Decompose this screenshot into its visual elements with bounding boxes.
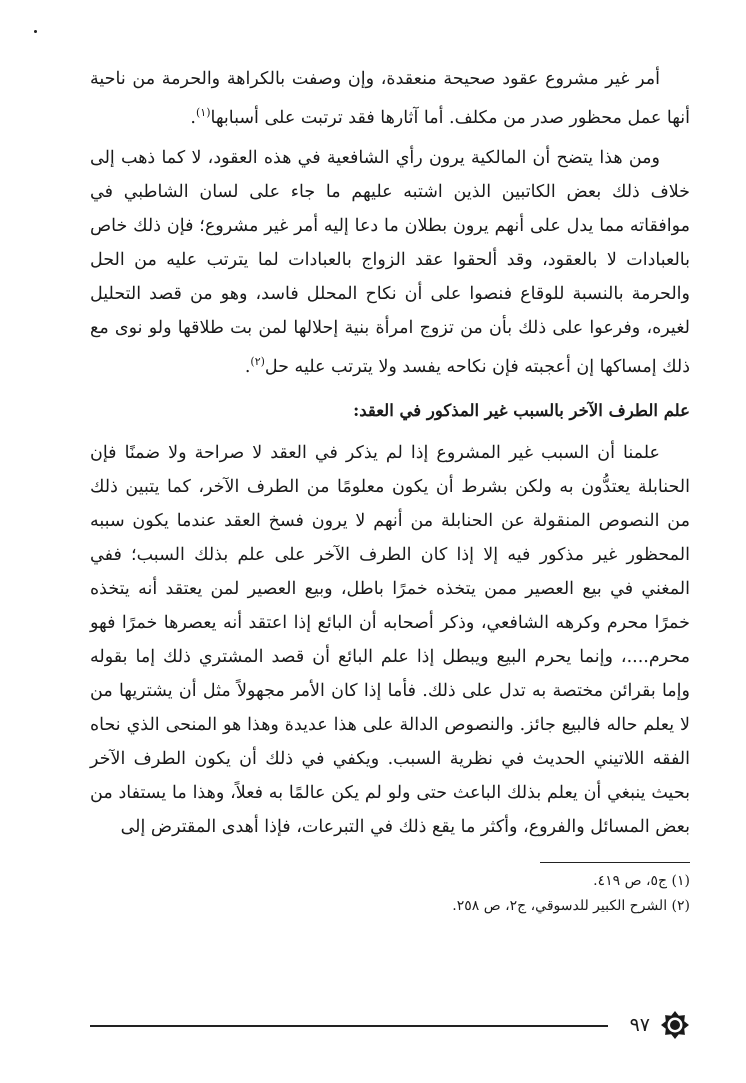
footnote-ref-1: (١) — [195, 106, 211, 119]
paragraph-3: علمنا أن السبب غير المشروع إذا لم يذكر في العقد لا صراحة ولا ضمنًا فإن الحنابلة يعتدُّون به ولكن بشرط أن يكون معلومًا من الطرف الآخر، كما يتبين ذلك من النصوص المنقولة عن الحنابلة من أنهم لا يرون فسخ العقد عندما يكون سببه المحظور غير مذكور فيه إلا إذا كان الطرف الآخر على علم بذلك السبب؛ ففي المغني في بيع العصير ممن يتخذه خمرًا باطل، وبيع العصير لمن يعتقد أنه يتخذه خمرًا محرم وكرهه الشافعي، وذكر أصحابه أن البائع إذا اعتقد أنه يعصرها خمرًا فهو محرم....، وإنما يحرم البيع ويبطل إذا علم البائع أن قصد المشتري ذلك إما بقوله وإما بقرائن مختصة به تدل على ذلك. فأما إذا كان الأمر مجهولاً مثل أن يشتريها من لا يعلم حاله فالبيع جائز. والنصوص الدالة على هذا عديدة وهذا هو المنحى الذي نحاه الفقه اللاتيني الحديث في نظرية السبب. ويكفي في ذلك أن يكون الطرف الآخر بحيث ينبغي أن يعلم بذلك الباعث حتى ولو لم يكن عالمًا به فعلاً، وهذا ما يستفاد من بعض المسائل والفروع، وأكثر ما يقع ذلك في التبرعات، فإذا أهدى المقترض إلى — [90, 442, 690, 837]
footnote-ref-2: (٢) — [250, 354, 265, 368]
page-footer — [90, 1010, 690, 1040]
footnote-separator — [540, 862, 690, 863]
footnote-2: (٢) الشرح الكبير للدسوقي، ج٢، ص ٢٥٨. — [452, 897, 690, 914]
footnote-1: (١) ج٥، ص ٤١٩. — [593, 872, 690, 889]
page-body — [90, 62, 690, 919]
page-number: ٩٧ — [629, 1014, 650, 1036]
footer-rule — [90, 1025, 608, 1027]
eight-point-star-ornament-icon — [660, 1010, 690, 1040]
paragraph-1: أمر غير مشروع عقود صحيحة منعقدة، وإن وصفت بالكراهة والحرمة من ناحية أنها عمل محظور صدر من مكلف. أما آثارها فقد ترتبت على أسبابها$^{(١)}$. — [90, 69, 690, 128]
section-heading: علم الطرف الآخر بالسبب غير المذكور في العقد: — [353, 400, 690, 420]
page-speck — [34, 30, 37, 33]
paragraph-2: ومن هذا يتضح أن المالكية يرون رأي الشافعية في هذه العقود، لا كما ذهب إلى خلاف ذلك بعض الكاتبين الذين اشتبه عليهم ما جاء على لسان الشاطبي في موافقاته مما يدل على أنهم يرون بطلان ما دعا إليه أمر غير مشروع؛ فإن ذلك خاص بالعبادات لا بالعقود، وقد ألحقوا عقد الزواج بالعبادات لما يترتب عليه من الحل والحرمة بالنسبة للوقاع فنصوا على أن نكاح المحلل فاسد، وهو من قصد التحليل لغيره، وفرعوا على ذلك بأن من تزوج امرأة بنية إحلالها لمن بت طلاقها ولو نوى مع ذلك إمساكها إن أعجبته فإن نكاحه يفسد ولا يترتب عليه حل$^{(٢)}$. — [90, 147, 690, 377]
